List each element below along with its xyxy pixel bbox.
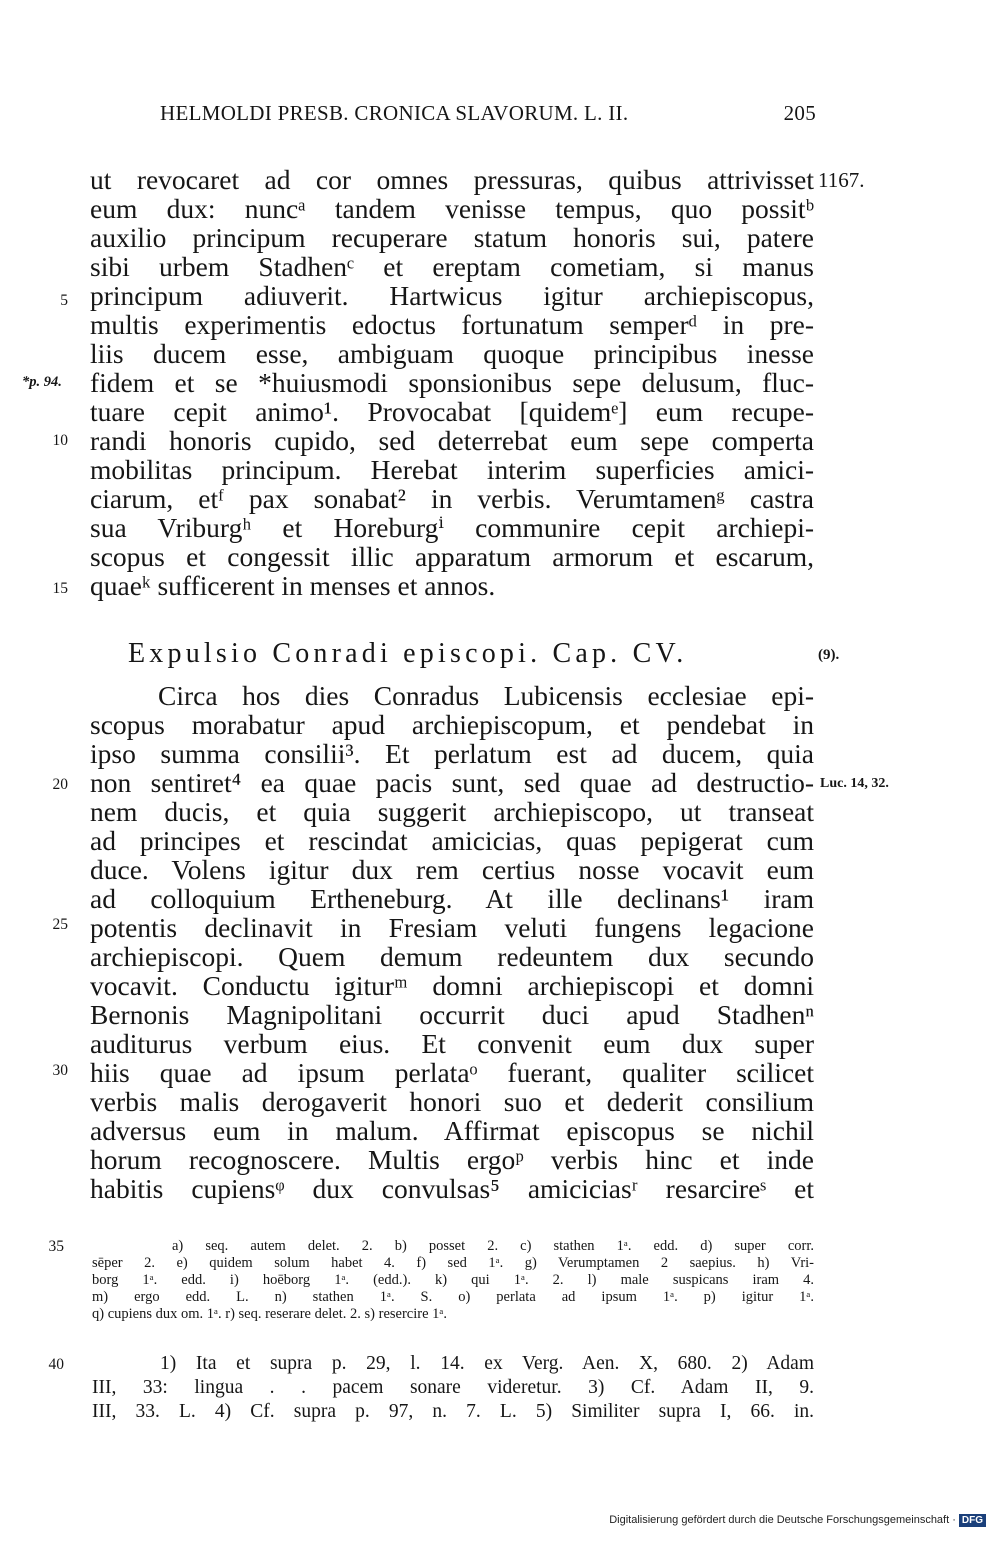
text-line: auxilio principum recuperare statum honoris sui, patere <box>90 222 814 253</box>
page-number: 205 <box>783 101 816 125</box>
footnote-line: III, 33: lingua . . pacem sonare videretur. 3) Cf. Adam II, 9. <box>92 1377 814 1398</box>
text-line: Bernonis Magnipolitani occurrit duci apud Stadhenⁿ <box>90 999 814 1030</box>
text-line: ipso summa consilii³. Et perlatum est ad ducem, quia <box>90 738 814 769</box>
text-line: duce. Volens igitur dux rem certius nosse vocavit eum <box>90 854 814 885</box>
text-line: non sentiret⁴ ea quae pacis sunt, sed quae ad destructio- <box>90 767 814 798</box>
apparatus-line: borg 1ᵃ. edd. i) hoēborg 1ᵃ. (edd.). k) qui 1ᵃ. 2. l) male suspicans iram 4. <box>92 1272 814 1288</box>
margin-page-ref: *p. 94. <box>22 374 62 390</box>
digitization-credit <box>609 1514 986 1527</box>
margin-year: 1167. <box>818 168 865 192</box>
line-number: 35 <box>48 1238 64 1255</box>
apparatus-line: sēper 2. e) quidem solum habet 4. f) sed 1ᵃ. g) Verumptamen 2 saepius. h) Vri- <box>92 1255 814 1271</box>
running-title: HELMOLDI PRESB. CRONICA SLAVORUM. L. II. <box>160 101 629 125</box>
text-line: archiepiscopi. Quem demum redeuntem dux secundo <box>90 941 814 972</box>
text-line: sibi urbem Stadhenᶜ et ereptam cometiam, si manus <box>90 251 814 282</box>
text-line: ad colloquium Ertheneburg. At ille declinans¹ iram <box>90 883 814 914</box>
text-line: nem ducis, et quia suggerit archiepiscopo, ut transeat <box>90 796 814 827</box>
footnote-line: 1) Ita et supra p. 29, l. 14. ex Verg. Aen. X, 680. 2) Adam <box>160 1353 814 1374</box>
line-number: 20 <box>52 776 68 793</box>
line-number: 40 <box>48 1356 64 1373</box>
line-number: 5 <box>60 292 68 309</box>
text-line: ut revocaret ad cor omnes pressuras, quibus attrivisset <box>90 164 814 195</box>
text-line: tuare cepit animo¹. Provocabat [quidemᵉ] eum recupe- <box>90 396 814 427</box>
text-line: eum dux: nuncᵃ tandem venisse tempus, quo possitᵇ <box>90 193 814 224</box>
text-line: liis ducem esse, ambiguam quoque principibus inesse <box>90 338 814 369</box>
text-line: potentis declinavit in Fresiam veluti fungens legacione <box>90 912 814 943</box>
text-line: scopus morabatur apud archiepiscopum, et pendebat in <box>90 709 814 740</box>
text-line: adversus eum in malum. Affirmat episcopus se nichil <box>90 1115 814 1146</box>
text-line: principum adiuverit. Hartwicus igitur archiepiscopus, <box>90 280 814 311</box>
text-line: multis experimentis edoctus fortunatum semperᵈ in pre- <box>90 309 814 340</box>
text-line: habitis cupiensᵠ dux convulsas⁵ amiciciasʳ resarcireˢ et <box>90 1173 814 1204</box>
line-number: 30 <box>52 1062 68 1079</box>
text-line: Circa hos dies Conradus Lubicensis ecclesiae epi- <box>158 680 814 711</box>
text-line: quaeᵏ sufficerent in menses et annos. <box>90 570 496 601</box>
text-line: ad principes et rescindat amicicias, quas pepigerat cum <box>90 825 814 856</box>
chapter-source-number: (9). <box>818 647 840 663</box>
text-line: sua Vriburgʰ et Horeburgⁱ communire cepit archiepi- <box>90 512 814 543</box>
apparatus-line: a) seq. autem delet. 2. b) posset 2. c) stathen 1ᵃ. edd. d) super corr. <box>172 1238 814 1254</box>
text-line: fidem et se *huiusmodi sponsionibus sepe delusum, fluc- <box>90 367 814 398</box>
line-number: 10 <box>52 432 68 449</box>
dfg-logo: DFG <box>959 1514 986 1527</box>
apparatus-line: m) ergo edd. L. n) stathen 1ᵃ. S. o) perlata ad ipsum 1ᵃ. p) igitur 1ᵃ. <box>92 1289 814 1305</box>
line-number: 15 <box>52 580 68 597</box>
chapter-heading: Expulsio Conradi episcopi. Cap. CV. <box>128 638 688 669</box>
footnote-line: III, 33. L. 4) Cf. supra p. 97, n. 7. L. 5) Similiter supra I, 66. in. <box>92 1401 814 1422</box>
margin-scripture-ref: Luc. 14, 32. <box>820 776 889 791</box>
text-line: scopus et congessit illic apparatum armorum et escarum, <box>90 541 814 572</box>
text-line: mobilitas principum. Herebat interim superficies amici- <box>90 454 814 485</box>
text-line: vocavit. Conductu igiturᵐ domni archiepiscopi et domni <box>90 970 814 1001</box>
text-line: randi honoris cupido, sed deterrebat eum sepe comperta <box>90 425 814 456</box>
text-line: hiis quae ad ipsum perlataᵒ fuerant, qualiter scilicet <box>90 1057 814 1088</box>
apparatus-line: q) cupiens dux om. 1ᵃ. r) seq. reserare delet. 2. s) resercire 1ᵃ. <box>92 1306 447 1322</box>
text-line: verbis malis derogaverit honori suo et dederit consilium <box>90 1086 814 1117</box>
running-header <box>160 101 816 135</box>
text-line: ciarum, etᶠ pax sonabat² in verbis. Verumtamenᵍ castra <box>90 483 814 514</box>
credit-text: Digitalisierung gefördert durch die Deutsche Forschungsgemeinschaft · <box>609 1514 956 1526</box>
text-line: horum recognoscere. Multis ergoᵖ verbis hinc et inde <box>90 1144 814 1175</box>
line-number: 25 <box>52 916 68 933</box>
text-line: auditurus verbum eius. Et convenit eum dux super <box>90 1028 814 1059</box>
